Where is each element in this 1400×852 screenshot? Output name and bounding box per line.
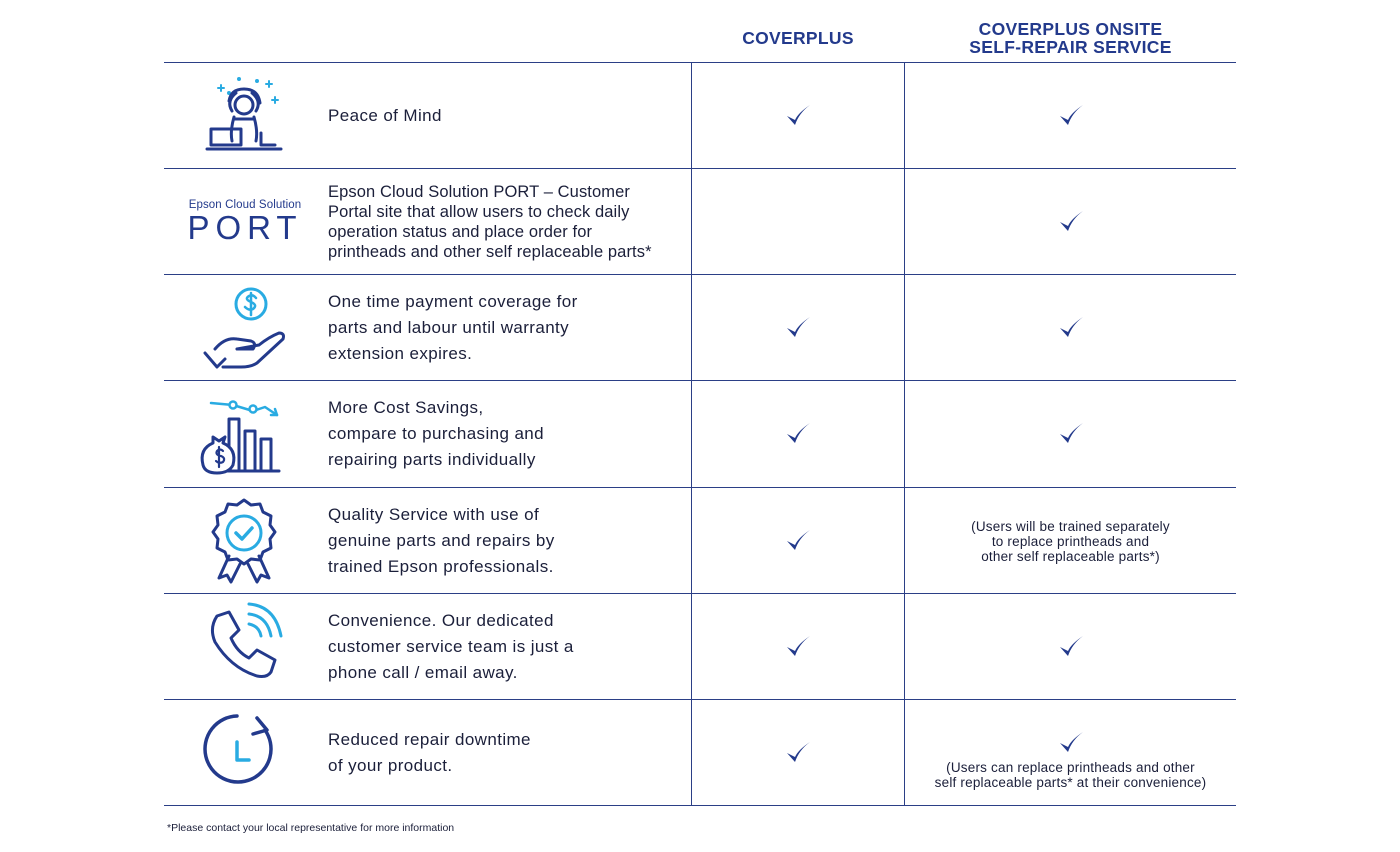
coverplus-cell xyxy=(692,700,904,806)
feature-line: of your product. xyxy=(328,756,453,775)
onsite-cell xyxy=(905,275,1236,381)
relaxed-person-icon xyxy=(192,71,296,161)
feature-line: Convenience. Our dedicated xyxy=(328,611,554,630)
feature-line: Peace of Mind xyxy=(328,106,442,125)
quality-badge-icon xyxy=(192,496,296,586)
note-line: to replace printheads and xyxy=(991,533,1150,549)
feature-line: More Cost Savings, xyxy=(328,398,484,417)
feature-text xyxy=(328,275,688,381)
onsite-cell xyxy=(905,700,1236,806)
feature-text xyxy=(328,169,708,275)
checkmark-icon xyxy=(1058,634,1084,660)
hand-coin-icon xyxy=(192,283,296,373)
feature-line: One time payment coverage for xyxy=(328,292,578,311)
feature-line: Portal site that allow users to check daily xyxy=(328,203,630,221)
feature-line: extension expires. xyxy=(328,344,473,363)
coverplus-cell xyxy=(692,381,904,487)
clock-refresh-icon xyxy=(192,708,296,798)
header-coverplus xyxy=(692,0,904,62)
feature-text xyxy=(328,488,688,594)
table-row-one-time-payment xyxy=(164,275,1236,381)
feature-line: Epson Cloud Solution PORT – Customer xyxy=(328,183,630,201)
feature-line: phone call / email away. xyxy=(328,663,518,682)
checkmark-icon xyxy=(1058,103,1084,129)
port-logo-big-text: PORT xyxy=(187,209,303,246)
table-row-convenience xyxy=(164,594,1236,700)
table-row-peace-of-mind xyxy=(164,63,1236,169)
onsite-cell xyxy=(905,594,1236,700)
onsite-note xyxy=(971,519,1170,564)
feature-line: Quality Service with use of xyxy=(328,505,540,524)
checkmark-icon xyxy=(1058,421,1084,447)
feature-line: customer service team is just a xyxy=(328,637,574,656)
onsite-cell xyxy=(905,381,1236,487)
feature-line: compare to purchasing and xyxy=(328,424,545,443)
onsite-cell xyxy=(905,488,1236,594)
checkmark-icon xyxy=(1058,315,1084,341)
checkmark-icon xyxy=(785,740,811,766)
checkmark-icon xyxy=(785,103,811,129)
onsite-note xyxy=(935,760,1207,790)
coverplus-cell xyxy=(692,594,904,700)
feature-text xyxy=(328,594,688,700)
feature-line: parts and labour until warranty xyxy=(328,318,570,337)
header-onsite-line1: COVERPLUS ONSITE xyxy=(978,19,1163,39)
feature-line: trained Epson professionals. xyxy=(328,557,554,576)
coverplus-cell xyxy=(692,275,904,381)
feature-line: operation status and place order for xyxy=(328,223,593,241)
phone-call-icon xyxy=(192,602,296,692)
checkmark-icon xyxy=(785,634,811,660)
epson-port-logo xyxy=(186,177,304,267)
checkmark-icon xyxy=(1058,730,1084,756)
feature-line: Reduced repair downtime xyxy=(328,730,531,749)
table-row-quality-service xyxy=(164,488,1236,594)
coverplus-cell xyxy=(692,63,904,169)
feature-text xyxy=(328,700,688,806)
header-onsite xyxy=(905,0,1236,62)
feature-text xyxy=(328,381,688,487)
table-row-cost-savings xyxy=(164,381,1236,487)
port-logo-small-text: Epson Cloud Solution xyxy=(188,199,302,211)
header-onsite-line2: SELF-REPAIR SERVICE xyxy=(969,37,1172,57)
footnote: *Please contact your local representative for more information xyxy=(167,822,455,834)
onsite-cell xyxy=(905,169,1236,275)
coverplus-cell xyxy=(692,488,904,594)
table-row-epson-port xyxy=(164,169,1236,275)
coverplus-cell xyxy=(692,169,904,275)
checkmark-icon xyxy=(785,528,811,554)
header-coverplus-label: COVERPLUS xyxy=(742,28,854,48)
savings-chart-icon xyxy=(192,389,296,479)
checkmark-icon xyxy=(1058,209,1084,235)
note-line: self replaceable parts* at their convenience) xyxy=(934,775,1207,790)
note-line: (Users will be trained separately xyxy=(971,518,1170,534)
feature-line: printheads and other self replaceable parts* xyxy=(328,243,652,261)
table-row-reduced-downtime xyxy=(164,700,1236,806)
onsite-cell xyxy=(905,63,1236,169)
feature-line: repairing parts individually xyxy=(328,450,536,469)
checkmark-icon xyxy=(785,315,811,341)
note-line: (Users can replace printheads and other xyxy=(946,760,1195,775)
feature-text xyxy=(328,63,688,169)
note-line: other self replaceable parts*) xyxy=(981,548,1160,564)
checkmark-icon xyxy=(785,421,811,447)
feature-line: genuine parts and repairs by xyxy=(328,531,555,550)
